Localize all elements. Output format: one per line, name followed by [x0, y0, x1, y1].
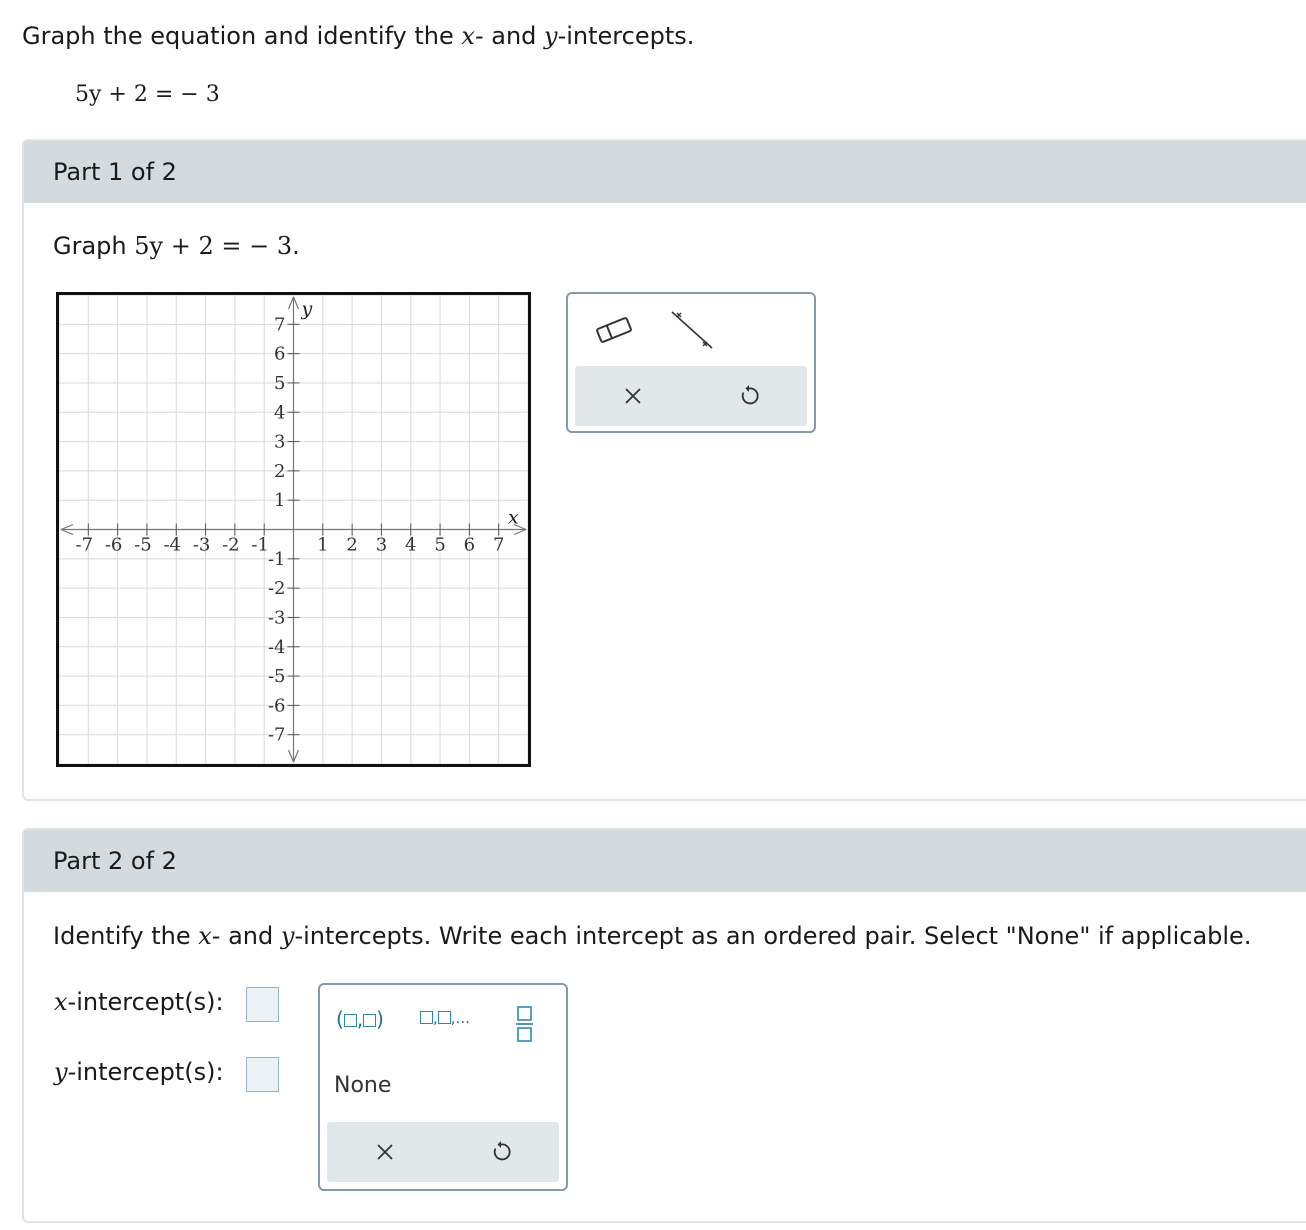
prompt-x-var: x	[198, 922, 212, 950]
y-intercept-text: -intercept(s):	[67, 1058, 224, 1086]
intercepts-prompt	[53, 922, 1251, 950]
y-tick-label: 5	[274, 372, 286, 394]
x-tick-label: -1	[251, 534, 269, 556]
answer-actions	[327, 1122, 559, 1182]
x-intercept-var: x	[54, 988, 68, 1016]
pair-open: (	[336, 1007, 344, 1031]
prompt-c: -intercepts. Write each intercept as an ordered pair. Select "None" if applicable.	[294, 922, 1252, 950]
y-tick-label: 6	[274, 343, 286, 365]
x-tick-label: -6	[104, 534, 123, 556]
y-intercept-label	[54, 1058, 224, 1086]
ordered-pair-button[interactable]	[336, 1007, 384, 1031]
graph-prompt	[53, 232, 300, 260]
x-tick-label: 1	[317, 534, 329, 556]
x-intercept-input[interactable]	[246, 987, 279, 1022]
none-button[interactable]: None	[334, 1073, 392, 1098]
prompt-y-var: y	[280, 922, 295, 950]
box-icon	[420, 1011, 433, 1024]
x-tick-label: -7	[75, 534, 94, 556]
y-intercept-input[interactable]	[246, 1057, 279, 1092]
y-tick-label: -5	[267, 666, 286, 688]
x-axis-label: x	[508, 506, 519, 529]
y-tick-label: 4	[274, 402, 286, 424]
answer-palette	[318, 983, 568, 1191]
undo-icon[interactable]	[489, 1140, 513, 1164]
y-tick-label: -6	[267, 695, 286, 717]
graph-prompt-label: Graph	[53, 232, 135, 260]
eraser-icon[interactable]	[592, 312, 636, 348]
x-intercept-label	[54, 988, 224, 1016]
fraction-button[interactable]	[516, 1005, 534, 1043]
y-tick-label: -1	[267, 548, 286, 570]
part-1-panel	[22, 139, 1306, 801]
x-tick-label: -3	[192, 534, 211, 556]
x-tick-label: -5	[134, 534, 152, 556]
y-tick-label: 1	[274, 490, 286, 512]
x-tick-label: -4	[163, 534, 182, 556]
graph-prompt-equation: 5y + 2 = − 3	[134, 232, 293, 260]
graph-toolbox	[566, 292, 816, 433]
list-suffix: ,...	[450, 1009, 470, 1027]
pair-close: )	[376, 1007, 384, 1031]
coordinate-plane[interactable]	[59, 295, 528, 764]
x-tick-label: 4	[405, 534, 417, 556]
y-tick-label: -7	[267, 724, 286, 746]
clear-icon[interactable]	[374, 1141, 396, 1163]
instruction-y-var: y	[544, 22, 558, 50]
equation: 5y + 2 = − 3	[75, 82, 220, 107]
prompt-a: Identify the	[53, 922, 199, 950]
instruction-prefix: Graph the equation and identify the	[22, 22, 462, 50]
part-2-panel	[22, 828, 1306, 1223]
x-tick-label: 6	[463, 534, 476, 556]
instruction-text	[22, 22, 694, 50]
x-tick-label: 2	[346, 534, 358, 556]
pair-comma: ,	[356, 1007, 364, 1031]
y-tick-label: -2	[267, 578, 286, 600]
graph-actions	[575, 366, 807, 426]
x-tick-label: 7	[492, 534, 505, 556]
graph-prompt-end: .	[292, 232, 300, 260]
box-icon	[344, 1014, 357, 1027]
y-tick-label: 2	[274, 460, 286, 482]
x-tick-label: 5	[434, 534, 446, 556]
y-intercept-var: y	[54, 1058, 68, 1086]
part-2-header: Part 2 of 2	[24, 830, 1306, 892]
axes	[61, 297, 526, 762]
fraction-icon	[516, 1005, 534, 1043]
box-icon	[363, 1014, 376, 1027]
prompt-b: - and	[211, 922, 281, 950]
part-1-header: Part 1 of 2	[24, 141, 1306, 203]
box-icon	[438, 1011, 451, 1024]
line-tool-icon[interactable]	[668, 308, 716, 352]
y-tick-label: 3	[274, 431, 286, 453]
instruction-x-var: x	[461, 22, 475, 50]
x-tick-label: -2	[222, 534, 240, 556]
list-button[interactable]: , ,...	[420, 1009, 470, 1027]
clear-icon[interactable]	[622, 385, 644, 407]
y-tick-label: -3	[267, 607, 286, 629]
x-intercept-text: -intercept(s):	[67, 988, 224, 1016]
y-tick-label: -4	[267, 636, 286, 658]
y-axis-label: y	[301, 298, 313, 320]
x-tick-label: 3	[375, 534, 388, 556]
undo-icon[interactable]	[737, 384, 761, 408]
instruction-suffix: -intercepts.	[557, 22, 695, 50]
y-tick-label: 7	[274, 314, 286, 336]
graph-area[interactable]	[56, 292, 531, 767]
instruction-mid: - and	[474, 22, 545, 50]
